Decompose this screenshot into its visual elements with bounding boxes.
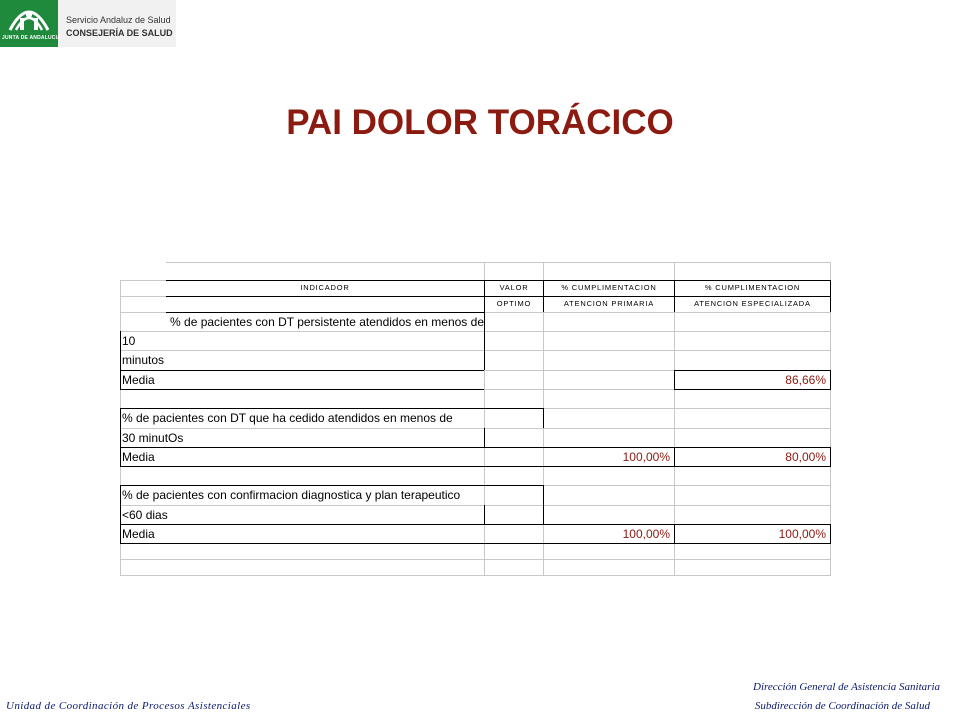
- indicator-1-media-label: Media: [122, 373, 155, 387]
- footer-directorate: Dirección General de Asistencia Sanitaria: [753, 681, 940, 693]
- indicator-2-line2: 30 minutOs: [122, 431, 184, 445]
- header-atencion-primaria: ATENCION PRIMARIA: [563, 299, 655, 308]
- indicator-table: [120, 262, 832, 576]
- indicator-3-ap-value: 100,00%: [622, 527, 670, 541]
- indicator-3-line2: <60 dias: [122, 508, 168, 522]
- header-valor: VALOR: [499, 283, 529, 292]
- indicator-1-ae-value: 86,66%: [785, 373, 826, 387]
- junta-andalucia-emblem-icon: [0, 0, 61, 47]
- footer-subdirectorate: Subdirección de Coordinación de Salud: [754, 700, 930, 712]
- organization-logo: [0, 0, 176, 47]
- footer-unit-name: Unidad de Coordinación de Procesos Asistenciales: [6, 700, 251, 712]
- indicator-1-line2: 10: [122, 334, 136, 348]
- header-optimo: OPTIMO: [496, 299, 532, 308]
- page-title: PAI DOLOR TORÁCICO: [286, 103, 674, 142]
- header-indicador: INDICADOR: [300, 283, 350, 292]
- indicator-2-media-label: Media: [122, 450, 155, 464]
- indicator-3-ae-value: 100,00%: [778, 527, 826, 541]
- header-atencion-especializada: ATENCION ESPECIALIZADA: [694, 299, 811, 308]
- indicator-2-ae-value: 80,00%: [785, 450, 826, 464]
- indicator-3-media-label: Media: [122, 527, 155, 541]
- logo-service-name: Servicio Andaluz de Salud: [66, 15, 171, 25]
- header-cumplimentacion-ap: % CUMPLIMENTACION: [561, 283, 657, 292]
- indicator-3-description: % de pacientes con confirmacion diagnostica y plan terapeutico: [122, 488, 461, 502]
- logo-ministry-name: CONSEJERÍA DE SALUD: [66, 28, 173, 38]
- header-cumplimentacion-ae: % CUMPLIMENTACION: [704, 283, 801, 292]
- indicator-2-ap-value: 100,00%: [622, 450, 670, 464]
- indicator-1-line3: minutos: [122, 353, 165, 367]
- logo-mark-text: JUNTA DE ANDALUCIA: [2, 35, 61, 41]
- indicator-2-description: % de pacientes con DT que ha cedido atendidos en menos de: [122, 411, 453, 425]
- indicator-1-description: % de pacientes con DT persistente atendidos en menos de: [170, 315, 484, 329]
